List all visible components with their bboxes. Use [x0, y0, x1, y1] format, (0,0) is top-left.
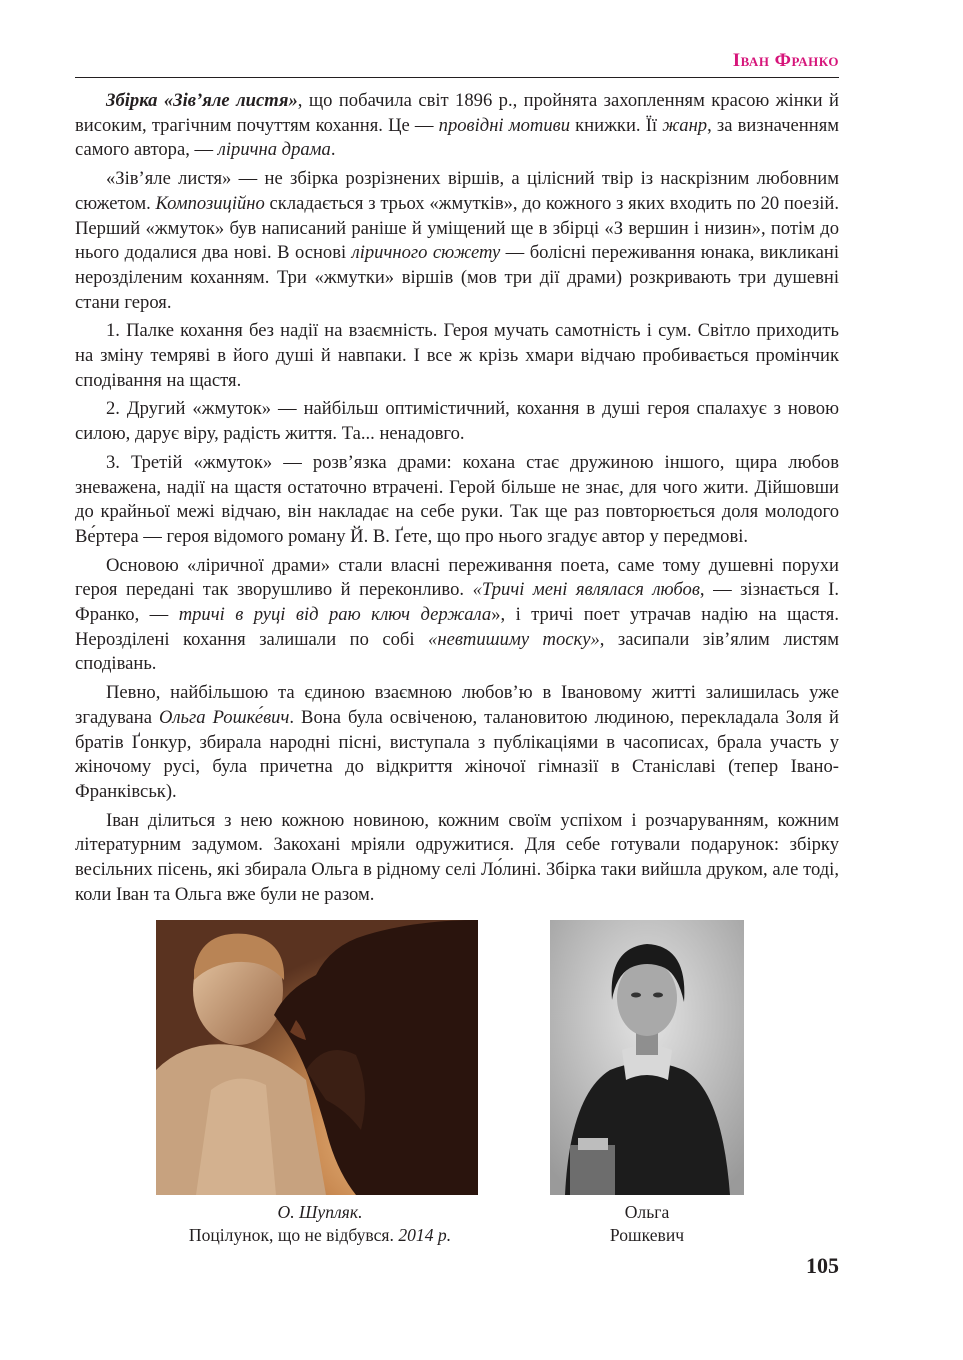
- collection-title: Збірка «Зів’яле листя»: [106, 90, 298, 111]
- header-rule: [75, 77, 839, 78]
- running-head: Іван Франко: [732, 50, 839, 71]
- painting-caption: [120, 1201, 520, 1247]
- page-number: 105: [806, 1253, 839, 1278]
- paragraph-4: 2. Другий «жмуток» — найбільш оптимістичний, кохання в душі героя спалахує з новою силою, дарує віру, радість життя. Та... ненадовго.: [75, 398, 839, 445]
- paragraph-3: 1. Палке кохання без надії на взаємність. Героя мучать самотність і сум. Світло приходить на зміну темряві в його душі й навпаки. І все ж крізь хмари відчаю пробивається промінчик сподівання на щастя.: [75, 320, 839, 391]
- paragraph-6: Основою «ліричної драми» стали власні переживання поета, саме тому душевні порухи героя передані так зворушливо й переконливо. «Тричі мені являлася любов, — зізнається І. Франко, — тричі в руці від раю ключ держала», і тричі поет утрачав надію на щастя. Нерозділені кохання залишали по собі «невтишиму тоску», засипали зів’ялим листям сподівань.: [75, 554, 839, 675]
- paragraph-1: Збірка «Зів’яле листя», що побачила світ 1896 р., пройнята захопленням красою жінки й високим, трагічним почуттям кохання. Це — провідні мотиви книжки. Її жанр, за визначенням самого автора, — лірична драма.: [75, 90, 840, 161]
- painting-year: 2014 р.: [398, 1225, 452, 1245]
- painting-image: [156, 920, 478, 1195]
- portrait-photo: [550, 920, 744, 1195]
- paragraph-8: Іван ділиться з нею кожною новиною, кожним своїм успіхом і розчаруванням, кожним літературним задумом. Закохані мріяли одружитися. Для себе готували подарунок: збірку весільних пісень, які збирала Ольга в рідному селі Ло́лині. Збірка таки вийшла друком, але тоді, коли Іван та Ольга вже були не разом.: [75, 809, 839, 905]
- paragraph-5: 3. Третій «жмуток» — розв’язка драми: кохана стає дружиною іншого, щира любов зневажена, надії на щастя остаточно втрачені. Герой більше не знає, для чого жити. Дійшовши до крайньої межі відчаю, він накладає на себе руки. Так ще раз повторюється доля молодого Ве́ртера — героя відомого роману Й. В. Ґете, що про нього згадує автор у передмові.: [75, 451, 839, 547]
- painting-title: Поцілунок, що не відбувся.: [188, 1225, 394, 1245]
- body-text: [75, 89, 839, 908]
- paragraph-7: Певно, найбільшою та єдиною взаємною любов’ю в Івановому житті залишилась уже згадувана Ольга Рошке́вич. Вона була освіченою, талановитою людиною, перекладала Золя й братів Ґонкур, збирала народні пісні, виступала з публікаціями в часописах, брала участь у жіночому русі, була причетна до відкриття жіночої гімназії в Станіславі (тепер Івано-Франківськ).: [75, 682, 839, 802]
- portrait-caption: Ольга Рошкевич: [609, 1202, 685, 1245]
- painting-author: О. Шупляк.: [277, 1202, 363, 1222]
- paragraph-2: «Зів’яле листя» — не збірка розрізнених віршів, а цілісний твір із наскрізним любовним сюжетом. Композиційно складається з трьох «жмутків», до кожного з яких входить по 20 поезій. Перший «жмуток» був написаний раніше й уміщений ще в збірці «З вершин і низин», потім до нього додалися два нові. В основі ліричного сюжету — болісні переживання юнака, викликані нерозділеним коханням. Три «жмутки» віршів (мов три дії драми) розкривають три душевні стани героя.: [75, 168, 840, 313]
